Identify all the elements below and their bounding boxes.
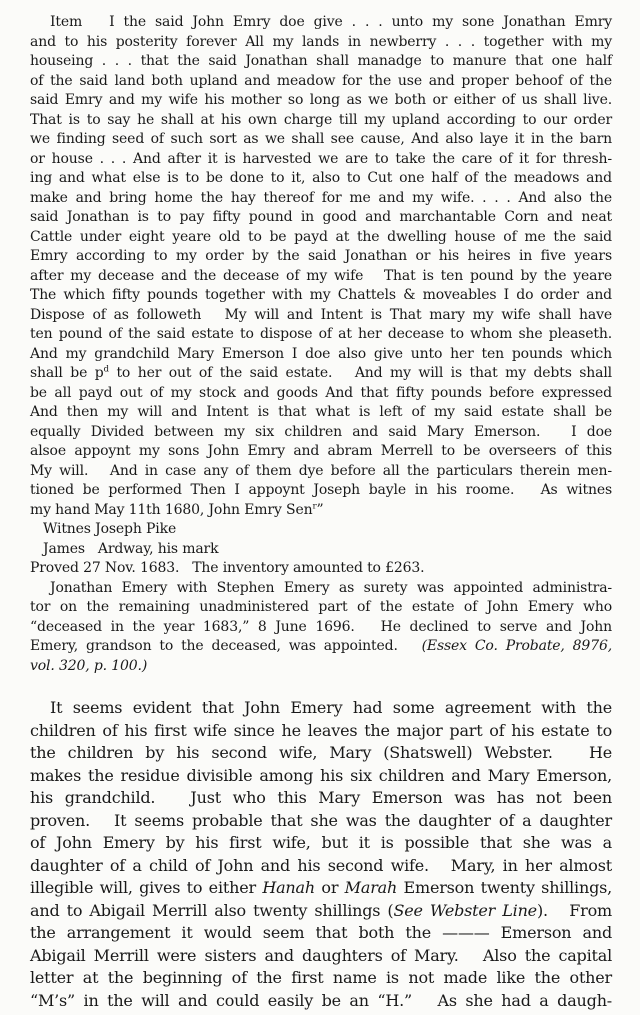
commentary-block (30, 697, 612, 1012)
text-line: “M’s” in the will and could easily be an “H.” As she had a daugh- (30, 990, 612, 1010)
text-line: ing and what else is to be done to it, also to Cut one half of the meadows and (30, 170, 612, 186)
text-line: said Jonathan is to pay fifty pound in good and marchantable Corn and neat (30, 209, 612, 225)
page-text-area (30, 13, 612, 1012)
text-line: Dispose of as followeth My will and Intent is That mary my wife shall have (30, 306, 612, 323)
text-line: we finding seed of such sort as we shall see cause, And also laye it in the barn (30, 131, 612, 147)
superscript-text: d (103, 364, 109, 375)
text-line (30, 657, 612, 677)
text-line: the children by his second wife, Mary (Shatswell) Webster. He (30, 743, 612, 762)
text-line: Emery, grandson to the deceased, was appointed. (Essex Co. Probate, 8976, (30, 638, 613, 654)
superscript-text: r (312, 500, 317, 511)
text-line: Proved 27 Nov. 1683. The inventory amounted to £263. (30, 560, 425, 576)
text-line: Cattle under eight yeare old to be payd at the dwelling house of me the said (30, 228, 612, 245)
text-line: proven. It seems probable that she was the daughter of a daughter (30, 810, 612, 830)
text-line: the arrangement it would seem that both the ——— Emerson and (30, 923, 612, 942)
text-line: shall be $p^d$ to her out of the said estate. And my will is that my debts shall (30, 364, 612, 381)
text-line: It seems evident that John Emery had some agreement with the (50, 698, 612, 717)
text-line: ten pound of the said estate to dispose of at her decease to whom she pleaseth. (30, 326, 612, 342)
italic-text: Marah (344, 878, 398, 897)
italic-text: vol. 320, p. 100.) (30, 657, 148, 674)
text-line: tor on the remaining unadministered part of the estate of John Emery who (30, 599, 612, 615)
text-line: equally Divided between my six children and said Mary Emerson. I doe (30, 423, 612, 440)
italic-text: See Webster Line (393, 900, 537, 920)
italic-text: (Essex Co. Probate, 8976, (421, 638, 613, 654)
will-transcript-block (30, 13, 612, 676)
text-line: daughter of a child of John and his second wife. Mary, in her almost (30, 855, 612, 875)
text-line: letter at the beginning of the first name is not made like the other (30, 968, 612, 987)
text-line: The which fifty pounds together with my Chattels & moveables I do order and (30, 287, 612, 303)
text-line: and to Abigail Merrill also twenty shillings (See Webster Line). From (30, 900, 612, 920)
text-line: make and bring home the hay thereof for me and my wife. . . . And also the (30, 189, 612, 206)
text-line: houseing . . . that the said Jonathan shall manadge to manure that one half (30, 53, 612, 69)
text-line: And then my will and Intent is that what is left of my said estate shall be (30, 404, 612, 420)
text-line: said Emry and my wife his mother so long as we both or either of us shall live. (30, 92, 612, 108)
text-line: My will. And in case any of them dye before all the particulars therein men- (30, 462, 612, 479)
text-line: “deceased in the year 1683,” 8 June 1696. He declined to serve and John (30, 618, 612, 635)
text-line: of the said land both upland and meadow for the use and proper behoof of the (30, 72, 612, 89)
text-line: illegible will, gives to either Hanah or Marah Emerson twenty shillings, (30, 878, 613, 897)
text-line: children of his first wife since he leaves the major part of his estate to (30, 720, 612, 740)
text-line: Jonathan Emery with Stephen Emery as surety was appointed administra- (50, 579, 612, 596)
text-line: tioned be performed Then I appoynt Joseph bayle in his roome. As witnes (30, 482, 612, 498)
italic-text: Hanah (262, 878, 315, 897)
text-line: and to his posterity forever All my lands in newberry . . . together with my (30, 33, 612, 50)
text-line: his grandchild. Just who this Mary Emerson was has not been (30, 788, 612, 807)
text-line: makes the residue divisible among his six children and Mary Emerson, (30, 765, 612, 785)
text-line: of John Emery by his first wife, but it is possible that she was a (30, 833, 612, 852)
text-line: Witnes Joseph Pike (43, 521, 177, 537)
text-line: James Ardway, his mark (43, 540, 219, 557)
text-line: And my grandchild Mary Emerson I doe also give unto her ten pounds which (30, 345, 612, 362)
text-line: Item I the said John Emry doe give . . . unto my sone Jonathan Emry (50, 14, 612, 30)
text-line: That is to say he shall at his own charge till my upland according to our order (30, 111, 612, 128)
text-line: or house . . . And after it is harvested we are to take the care of it for thresh- (30, 150, 612, 167)
text-line: Abigail Merrill were sisters and daughters of Mary. Also the capital (30, 945, 612, 965)
text-line: alsoe appoynt my sons John Emry and abram Merrell to be overseers of this (30, 443, 612, 459)
text-line: be all payd out of my stock and goods And that fifty pounds before expressed (30, 384, 612, 401)
text-line: Emry according to my order by the said Jonathan or his heires in five years (30, 248, 612, 264)
text-line: my hand May 11th 1680, John Emry Sen$^r$” (30, 500, 324, 518)
text-line: after my decease and the decease of my wife That is ten pound by the yeare (30, 267, 612, 284)
